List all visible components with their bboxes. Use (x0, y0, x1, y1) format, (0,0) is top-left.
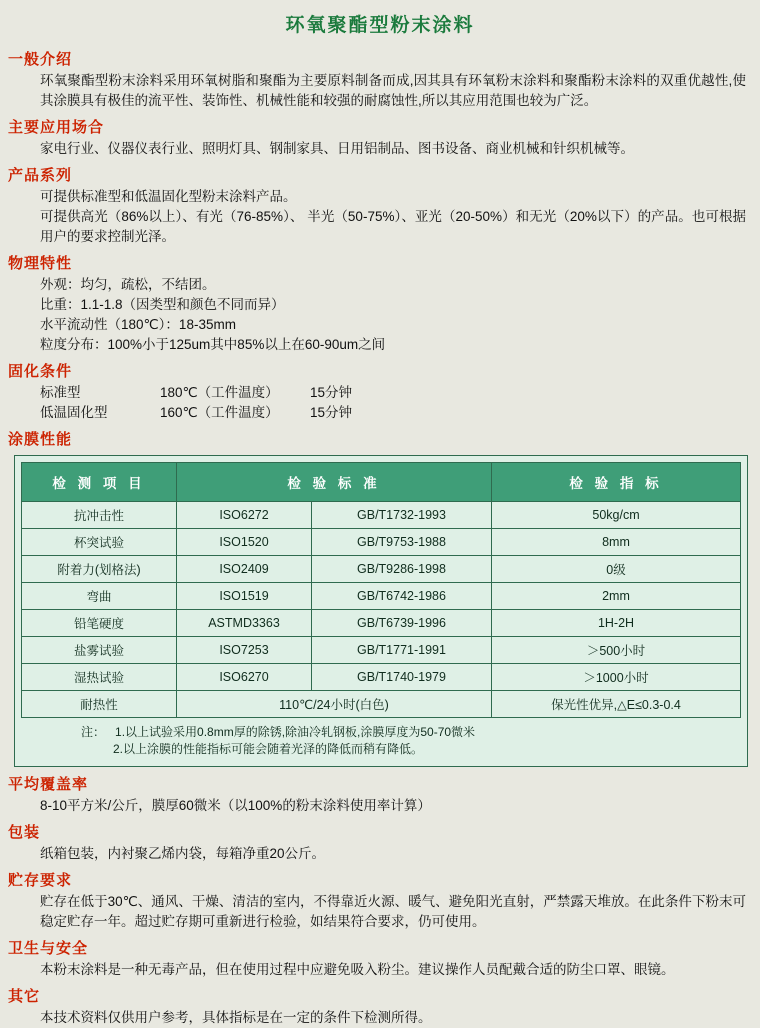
curing-time-lowtemp: 15分钟 (310, 405, 353, 420)
cell-value: 8mm (492, 529, 741, 556)
section-text-other: 本技术资料仅供用户参考，具体指标是在一定的条件下检测所得。 (40, 1010, 432, 1025)
cell-item: 弯曲 (22, 583, 177, 610)
curing-time-standard: 15分钟 (310, 385, 353, 400)
note-line-2 (51, 741, 741, 758)
curing-type-standard: 标准型 (40, 385, 81, 400)
section-text-physical-particle: 粒度分布：100%小于125um其中85%以上在60-90um之间 (40, 337, 386, 352)
cell-std1: ASTMD3363 (177, 610, 312, 637)
cell-item: 杯突试验 (22, 529, 177, 556)
section-text-physical-flow: 水平流动性（180℃）：18-35mm (40, 317, 236, 332)
cell-item: 附着力(划格法) (22, 556, 177, 583)
cell-item: 抗冲击性 (22, 502, 177, 529)
cell-std1: ISO6272 (177, 502, 312, 529)
table-row (22, 637, 741, 664)
table-row (22, 529, 741, 556)
cell-value: 1H-2H (492, 610, 741, 637)
note-text-1: 1.以上试验采用0.8mm厚的除锈,除油冷轧钢板,涂膜厚度为50-70微米 (115, 725, 476, 739)
cell-value: ＞1000小时 (492, 664, 741, 691)
section-heading-curing: 固化条件 (8, 363, 73, 380)
bottom-sections (0, 773, 760, 1028)
section-heading-physical: 物理特性 (8, 255, 73, 272)
cell-item: 铅笔硬度 (22, 610, 177, 637)
curing-row-standard (40, 383, 746, 403)
section-heading-coating: 涂膜性能 (8, 431, 73, 448)
curing-type-lowtemp: 低温固化型 (40, 405, 108, 420)
section-heading-packaging: 包装 (8, 824, 41, 841)
coating-table-container (14, 455, 748, 767)
section-heading-applications: 主要应用场合 (8, 119, 105, 136)
section-text-coverage: 8-10平方米/公斤，膜厚60微米（以100%的粉末涂料使用率计算） (40, 798, 431, 813)
cell-std2: GB/T9286-1998 (312, 556, 492, 583)
section-text-safety: 本粉末涂料是一种无毒产品，但在使用过程中应避免吸入粉尘。建议操作人员配戴合适的防尘口罩、眼镜。 (40, 962, 675, 977)
coating-spec-table (21, 462, 741, 718)
table-header-value: 检 验 指 标 (492, 463, 741, 502)
table-row (22, 502, 741, 529)
section-text-applications: 家电行业、仪器仪表行业、照明灯具、钢制家具、日用铝制品、图书设备、商业机械和针织机械等。 (40, 141, 634, 156)
cell-item: 湿热试验 (22, 664, 177, 691)
cell-std2: GB/T1732-1993 (312, 502, 492, 529)
section-text-storage: 贮存在低于30℃、通风、干燥、清洁的室内，不得靠近火源、暖气、避免阳光直射，严禁露天堆放。在此条件下粉末可稳定贮存一年。超过贮存期可重新进行检验，如结果符合要求，仍可使用。 (40, 894, 746, 929)
section-heading-coverage: 平均覆盖率 (8, 776, 89, 793)
cell-condition: 110℃/24小时(白色) (177, 691, 492, 718)
table-header-standard: 检 验 标 准 (177, 463, 492, 502)
cell-std1: ISO7253 (177, 637, 312, 664)
cell-value: 2mm (492, 583, 741, 610)
section-text-packaging: 纸箱包装，内衬聚乙烯内袋，每箱净重20公斤。 (40, 846, 326, 861)
table-header-item: 检 测 项 目 (22, 463, 177, 502)
table-row-heat-resistance (22, 691, 741, 718)
note-label: 注： (81, 725, 106, 739)
cell-value: 保光性优异,△E≤0.3-0.4 (492, 691, 741, 718)
table-row (22, 664, 741, 691)
section-heading-general: 一般介绍 (8, 51, 73, 68)
table-header-row (22, 463, 741, 502)
cell-std1: ISO1519 (177, 583, 312, 610)
curing-temp-lowtemp: 160℃（工件温度） (160, 405, 279, 420)
curing-temp-standard: 180℃（工件温度） (160, 385, 279, 400)
section-text-product-series-1: 可提供标准型和低温固化型粉末涂料产品。 (40, 189, 297, 204)
table-row (22, 583, 741, 610)
table-notes (21, 724, 741, 758)
cell-value: 0级 (492, 556, 741, 583)
cell-std1: ISO2409 (177, 556, 312, 583)
cell-value: 50kg/cm (492, 502, 741, 529)
section-heading-other: 其它 (8, 988, 41, 1005)
section-text-physical-appearance: 外观：均匀，疏松，不结团。 (40, 277, 216, 292)
section-heading-product-series: 产品系列 (8, 167, 73, 184)
cell-std2: GB/T1740-1979 (312, 664, 492, 691)
page-title: 环氧聚酯型粉末涂料 (285, 15, 475, 36)
section-heading-safety: 卫生与安全 (8, 940, 89, 957)
section-heading-storage: 贮存要求 (8, 872, 73, 889)
curing-row-lowtemp (40, 403, 746, 423)
cell-std2: GB/T6742-1986 (312, 583, 492, 610)
section-text-physical-density: 比重：1.1-1.8（因类型和颜色不同而异） (40, 297, 285, 312)
cell-std2: GB/T9753-1988 (312, 529, 492, 556)
cell-std2: GB/T1771-1991 (312, 637, 492, 664)
cell-std1: ISO1520 (177, 529, 312, 556)
section-text-general: 环氧聚酯型粉末涂料采用环氧树脂和聚酯为主要原料制备而成,因其具有环氧粉末涂料和聚酯粉末涂料的双重优越性,使其涂膜具有极佳的流平性、装饰性、机械性能和较强的耐腐蚀性,所以其应用范围也较为广泛。 (40, 73, 746, 108)
cell-value: ＞500小时 (492, 637, 741, 664)
cell-item: 耐热性 (22, 691, 177, 718)
note-line-1 (51, 724, 741, 741)
table-row (22, 556, 741, 583)
note-text-2: 2.以上涂膜的性能指标可能会随着光泽的降低而稍有降低。 (113, 742, 424, 756)
cell-std2: GB/T6739-1996 (312, 610, 492, 637)
section-text-product-series-2: 可提供高光（86%以上）、有光（76-85%）、 半光（50-75%）、亚光（20-50%）和无光（20%以下）的产品。也可根据用户的要求控制光泽。 (40, 209, 746, 244)
cell-item: 盐雾试验 (22, 637, 177, 664)
table-row (22, 610, 741, 637)
cell-std1: ISO6270 (177, 664, 312, 691)
